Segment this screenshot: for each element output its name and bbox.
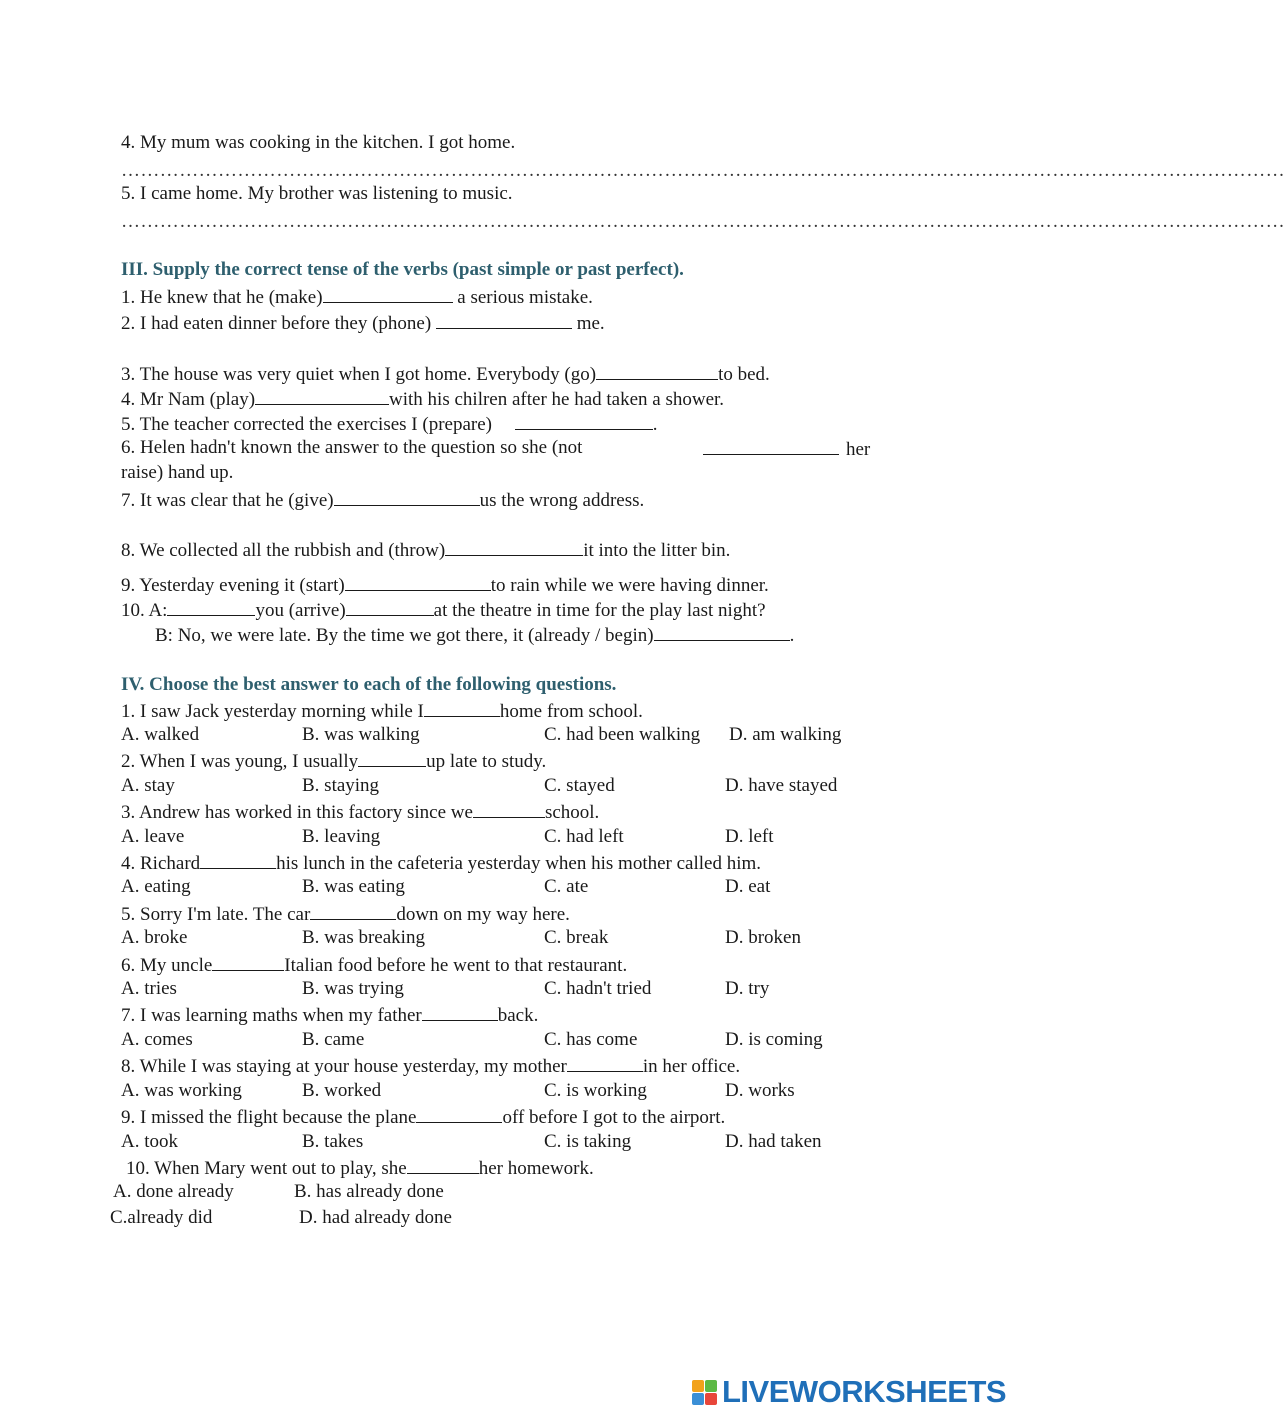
- s3-q4-blank[interactable]: [255, 387, 389, 405]
- s4-q7-blank[interactable]: [422, 1003, 498, 1021]
- s4-q9-text: 9. I missed the flight because the plane: [121, 1107, 417, 1128]
- s3-q10b-text: B: No, we were late. By the time we got there, it (already / begin): [155, 625, 654, 646]
- s4-q4-text-after: his lunch in the cafeteria yesterday when his mother called him.: [276, 853, 762, 874]
- s3-q8-blank[interactable]: [445, 538, 583, 556]
- s4-q4-option-a[interactable]: A. eating: [121, 876, 191, 897]
- s3-q10-blank-3[interactable]: [654, 623, 790, 641]
- s4-q4-blank[interactable]: [200, 851, 276, 869]
- s3-question-9: [121, 573, 769, 597]
- s3-q8-text-after: it into the litter bin.: [583, 540, 731, 561]
- s4-q10-option-b[interactable]: B. has already done: [294, 1181, 444, 1202]
- s4-q3-blank[interactable]: [473, 800, 545, 818]
- s4-question-3: [121, 800, 599, 824]
- section3-heading: III. Supply the correct tense of the verbs (past simple or past perfect).: [121, 259, 684, 280]
- s3-q7-text: 7. It was clear that he (give): [121, 490, 334, 511]
- s3-q5-blank[interactable]: [515, 412, 653, 430]
- s4-q9-text-after: off before I got to the airport.: [502, 1107, 726, 1128]
- s4-q1-blank[interactable]: [424, 699, 500, 717]
- s4-q8-blank[interactable]: [567, 1054, 643, 1072]
- s4-q9-option-a[interactable]: A. took: [121, 1131, 178, 1152]
- s4-q3-option-a[interactable]: A. leave: [121, 826, 185, 847]
- exercise2-question-5: 5. I came home. My brother was listening to music.: [121, 183, 513, 204]
- s3-question-7: [121, 488, 644, 512]
- s3-question-1: [121, 285, 593, 309]
- s4-q8-text-after: in her office.: [642, 1056, 741, 1077]
- s3-q10-blank-2[interactable]: [346, 598, 434, 616]
- s4-question-4: [121, 851, 761, 875]
- s4-question-1: [121, 699, 643, 723]
- s3-question-4: [121, 387, 724, 411]
- s4-q6-option-d[interactable]: D. try: [725, 978, 770, 999]
- s3-q4-text-after: with his chilren after he had taken a shower.: [389, 389, 725, 410]
- s3-q3-text-after: to bed.: [718, 364, 770, 385]
- s4-question-2: [121, 749, 546, 773]
- s4-question-5: [121, 902, 570, 926]
- s4-q10-option-a[interactable]: A. done already: [113, 1181, 234, 1202]
- s4-q7-text: 7. I was learning maths when my father: [121, 1005, 422, 1026]
- s4-question-9: [121, 1105, 725, 1129]
- s4-q4-option-d[interactable]: D. eat: [725, 876, 771, 897]
- s4-q1-text: 1. I saw Jack yesterday morning while I: [121, 701, 424, 722]
- s3-q2-text: 2. I had eaten dinner before they (phone): [121, 313, 436, 334]
- s4-q3-option-b[interactable]: B. leaving: [302, 826, 381, 847]
- s3-question-6: [121, 437, 582, 459]
- s4-q2-text: 2. When I was young, I usually: [121, 751, 359, 772]
- s3-question-6-continued: raise) hand up.: [121, 462, 234, 483]
- s4-q7-option-d[interactable]: D. is coming: [725, 1029, 823, 1050]
- s3-q10-text-after: at the theatre in time for the play last night?: [433, 600, 766, 621]
- s4-q9-option-c[interactable]: C. is taking: [544, 1131, 632, 1152]
- s4-q6-blank[interactable]: [212, 953, 284, 971]
- s4-q4-text: 4. Richard: [121, 853, 201, 874]
- s4-q1-option-d[interactable]: D. am walking: [729, 724, 842, 745]
- s3-q1-blank[interactable]: [323, 285, 453, 303]
- exercise2-question-4: 4. My mum was cooking in the kitchen. I got home.: [121, 132, 516, 153]
- s4-q4-option-b[interactable]: B. was eating: [302, 876, 405, 897]
- s3-q9-text: 9. Yesterday evening it (start): [121, 575, 345, 596]
- s4-q8-option-b[interactable]: B. worked: [302, 1080, 382, 1101]
- s4-q5-option-d[interactable]: D. broken: [725, 927, 801, 948]
- s3-q10-text-mid: you (arrive): [255, 600, 346, 621]
- s3-question-8: [121, 538, 730, 562]
- s3-q6-text: 6. Helen hadn't known the answer to the question so she (not: [121, 437, 583, 458]
- s4-q8-option-a[interactable]: A. was working: [121, 1080, 242, 1101]
- s3-q5-text-after: .: [652, 414, 658, 435]
- s3-question-6-blank-line: [703, 437, 870, 461]
- s3-q6-text-after: her: [846, 439, 871, 460]
- s4-q2-text-after: up late to study.: [426, 751, 547, 772]
- s4-q1-text-after: home from school.: [499, 701, 643, 722]
- s3-q9-text-after: to rain while we were having dinner.: [490, 575, 769, 596]
- s3-question-10a: [121, 598, 766, 622]
- s3-q9-blank[interactable]: [345, 573, 491, 591]
- s4-q5-text-after: down on my way here.: [396, 904, 570, 925]
- s3-q10b-text-after: .: [789, 625, 795, 646]
- s4-q3-text: 3. Andrew has worked in this factory since we: [121, 802, 473, 823]
- s4-q2-blank[interactable]: [358, 749, 426, 767]
- s4-q9-option-b[interactable]: B. takes: [302, 1131, 364, 1152]
- answer-dotted-line-4[interactable]: ………………………………………………………………………………………………………………………………………………………………: [121, 160, 1285, 181]
- liveworksheets-logo: [690, 1376, 1006, 1408]
- s3-q1-text: 1. He knew that he (make): [121, 287, 323, 308]
- s4-q10-option-d[interactable]: D. had already done: [299, 1207, 452, 1228]
- s4-q5-option-a[interactable]: A. broke: [121, 927, 188, 948]
- s3-q5-text: 5. The teacher corrected the exercises I (prepare): [121, 414, 497, 435]
- liveworksheets-logo-icon: [690, 1378, 720, 1406]
- s3-question-3: [121, 362, 770, 386]
- s3-q10-blank-1[interactable]: [167, 598, 255, 616]
- s4-q5-option-c[interactable]: C. break: [544, 927, 609, 948]
- s3-q10-text: 10. A:: [121, 600, 168, 621]
- s4-q6-text-after: Italian food before he went to that restaurant.: [284, 955, 628, 976]
- s3-question-5: [121, 412, 657, 436]
- s3-q8-text: 8. We collected all the rubbish and (throw): [121, 540, 446, 561]
- s4-q5-blank[interactable]: [310, 902, 396, 920]
- s4-q5-text: 5. Sorry I'm late. The car: [121, 904, 311, 925]
- s4-q10-option-c[interactable]: C.already did: [110, 1207, 213, 1228]
- s4-q3-option-d[interactable]: D. left: [725, 826, 774, 847]
- s4-q8-option-d[interactable]: D. works: [725, 1080, 795, 1101]
- s3-q7-text-after: us the wrong address.: [479, 490, 645, 511]
- section4-heading: IV. Choose the best answer to each of the following questions.: [121, 674, 617, 695]
- s3-question-10b: [155, 623, 794, 647]
- s4-q2-option-b[interactable]: B. staying: [302, 775, 380, 796]
- s4-q3-text-after: school.: [544, 802, 600, 823]
- s4-question-8: [121, 1054, 740, 1078]
- s3-question-2: [121, 311, 605, 335]
- s4-q1-option-c[interactable]: C. had been walking: [544, 724, 701, 745]
- s4-q2-option-c[interactable]: C. stayed: [544, 775, 615, 796]
- s4-q7-option-a[interactable]: A. comes: [121, 1029, 193, 1050]
- s4-q9-option-d[interactable]: D. had taken: [725, 1131, 822, 1152]
- s4-q10-text-after: her homework.: [478, 1158, 594, 1179]
- s3-q2-blank[interactable]: [436, 311, 572, 329]
- s4-question-10: [126, 1156, 594, 1180]
- s4-q8-option-c[interactable]: C. is working: [544, 1080, 647, 1101]
- s4-q3-option-c[interactable]: C. had left: [544, 826, 624, 847]
- answer-dotted-line-5[interactable]: ………………………………………………………………………………………………………………………………………………………………: [121, 211, 1285, 232]
- s4-question-7: [121, 1003, 538, 1027]
- s4-question-6: [121, 953, 627, 977]
- s4-q6-option-c[interactable]: C. hadn't tried: [544, 978, 652, 999]
- s4-q7-option-c[interactable]: C. has come: [544, 1029, 638, 1050]
- s4-q6-option-b[interactable]: B. was trying: [302, 978, 404, 999]
- s4-q8-text: 8. While I was staying at your house yesterday, my mother: [121, 1056, 567, 1077]
- s4-q6-text: 6. My uncle: [121, 955, 213, 976]
- s4-q4-option-c[interactable]: C. ate: [544, 876, 589, 897]
- s3-q3-text: 3. The house was very quiet when I got home. Everybody (go): [121, 364, 597, 385]
- s4-q9-blank[interactable]: [416, 1105, 502, 1123]
- s4-q1-option-a[interactable]: A. walked: [121, 724, 200, 745]
- s3-q3-blank[interactable]: [596, 362, 718, 380]
- s4-q2-option-a[interactable]: A. stay: [121, 775, 175, 796]
- s4-q1-option-b[interactable]: B. was walking: [302, 724, 420, 745]
- s4-q7-text-after: back.: [497, 1005, 539, 1026]
- s4-q10-blank[interactable]: [407, 1156, 479, 1174]
- s4-q2-option-d[interactable]: D. have stayed: [725, 775, 838, 796]
- s3-q6-blank[interactable]: [703, 437, 839, 455]
- s3-q2-text-after: me.: [571, 313, 605, 334]
- s4-q10-text: 10. When Mary went out to play, she: [126, 1158, 407, 1179]
- s3-q4-text: 4. Mr Nam (play): [121, 389, 256, 410]
- s4-q7-option-b[interactable]: B. came: [302, 1029, 365, 1050]
- s3-q7-blank[interactable]: [334, 488, 480, 506]
- s4-q5-option-b[interactable]: B. was breaking: [302, 927, 425, 948]
- s3-q1-text-after: a serious mistake.: [452, 287, 593, 308]
- liveworksheets-logo-text: LIVEWORKSHEETS: [722, 1374, 1007, 1409]
- s4-q6-option-a[interactable]: A. tries: [121, 978, 177, 999]
